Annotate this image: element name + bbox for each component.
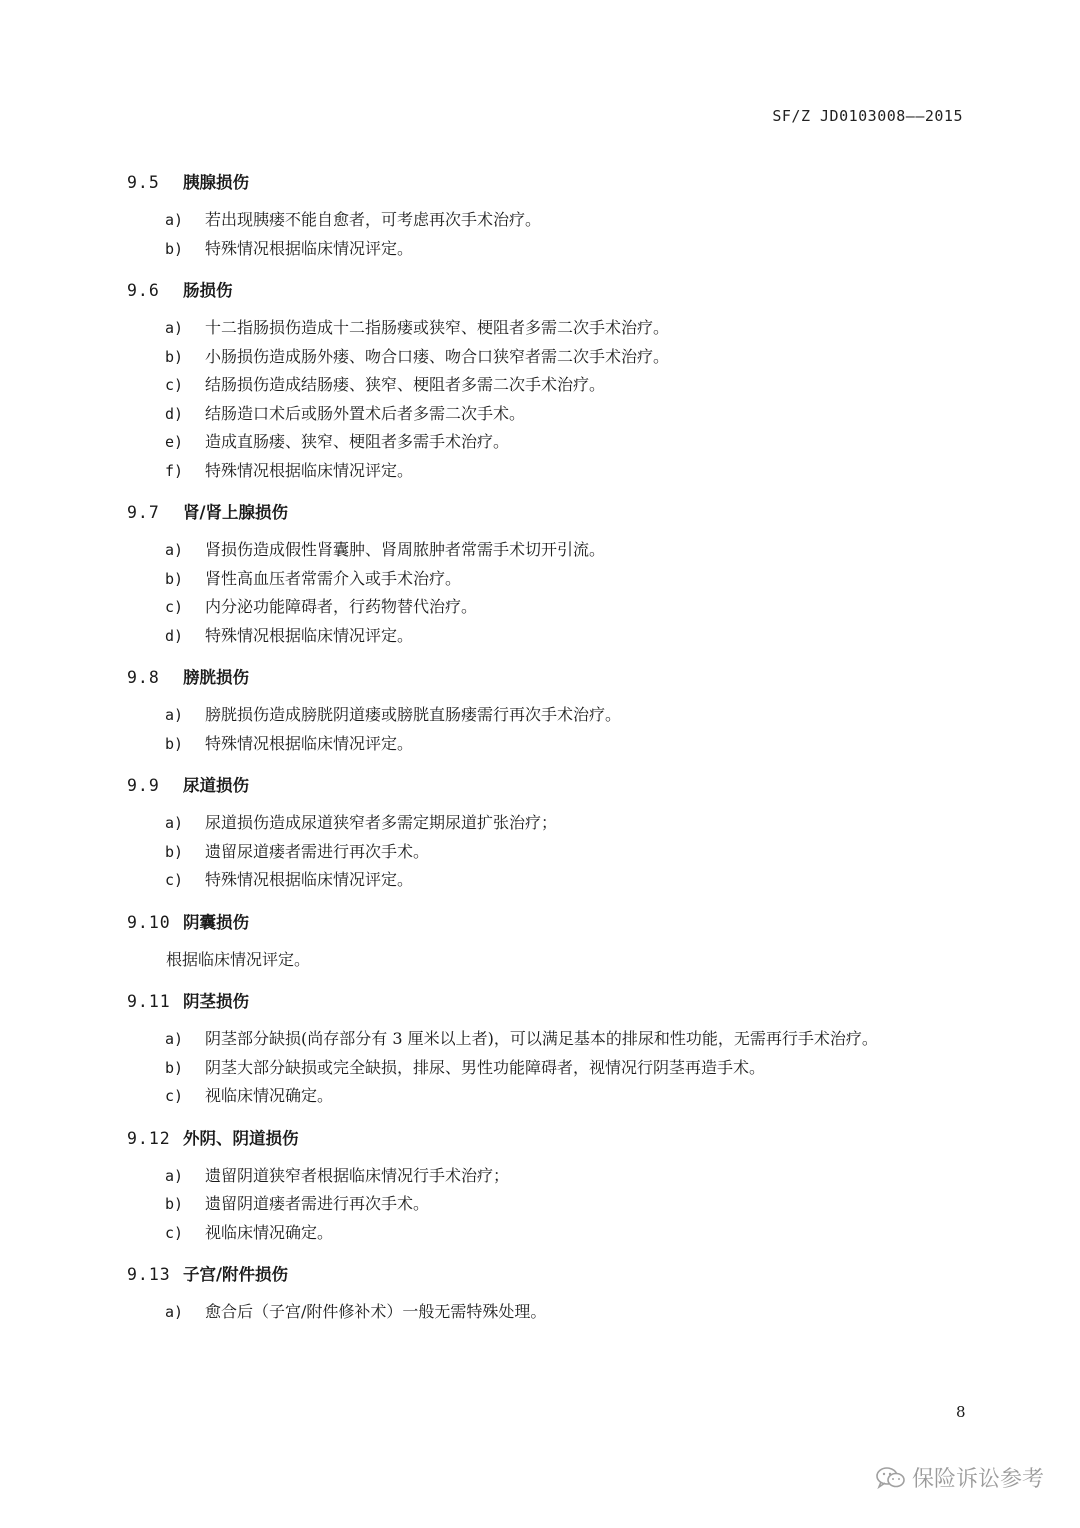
section-heading	[127, 906, 972, 940]
list-item-text: 小肠损伤造成肠外瘘、吻合口瘘、吻合口狭窄者需二次手术治疗。	[205, 346, 670, 366]
section	[127, 1258, 972, 1327]
list-item	[127, 1162, 972, 1191]
list-item-text: 尿道损伤造成尿道狭窄者多需定期尿道扩张治疗；	[205, 813, 558, 832]
list-item	[127, 314, 972, 343]
list-item-text: 特殊情况根据临床情况评定。	[205, 238, 414, 258]
list-item-text: 阴茎部分缺损(尚存部分有 3 厘米以上者)，可以满足基本的排尿和性功能，无需再行手术治疗。	[205, 1029, 878, 1048]
list-item-text: 阴茎大部分缺损或完全缺损，排尿、男性功能障碍者，视情况行阴茎再造手术。	[205, 1057, 766, 1077]
list-item	[127, 1054, 972, 1083]
section-title: 子宫/附件损伤	[183, 1265, 289, 1284]
list-item-label: c)	[165, 376, 184, 394]
section-heading	[127, 661, 972, 695]
list-item-text: 内分泌功能障碍者，行药物替代治疗。	[205, 597, 478, 616]
list-item-text: 肾损伤造成假性肾囊肿、肾周脓肿者常需手术切开引流。	[205, 540, 606, 559]
list-item-text: 遗留阴道狭窄者根据临床情况行手术治疗；	[205, 1165, 510, 1185]
section-title: 肠损伤	[183, 281, 233, 300]
section-number: 9.13	[127, 1265, 171, 1284]
list-item	[127, 701, 972, 730]
list-item-label: c)	[165, 598, 184, 616]
section-number: 9.12	[127, 1128, 171, 1148]
list-item-label: a)	[165, 814, 184, 832]
section-title: 外阴、阴道损伤	[183, 1128, 299, 1148]
section-heading	[127, 274, 972, 308]
section-title: 阴茎损伤	[183, 992, 249, 1011]
list-item-label: d)	[165, 404, 184, 423]
list-item-label: a)	[165, 211, 184, 229]
list-item-text: 特殊情况根据临床情况评定。	[205, 870, 414, 889]
list-item	[127, 400, 972, 429]
section	[127, 496, 972, 650]
section-title: 尿道损伤	[183, 776, 249, 795]
list-item-label: b)	[165, 569, 184, 588]
list-item-label: c)	[165, 1223, 184, 1242]
list-item-text: 结肠损伤造成结肠瘘、狭窄、梗阻者多需二次手术治疗。	[205, 375, 606, 394]
list-item-label: b)	[165, 1195, 184, 1213]
section	[127, 769, 972, 895]
list-item-text: 遗留尿道瘘者需进行再次手术。	[205, 841, 430, 861]
list-item-text: 特殊情况根据临床情况评定。	[205, 625, 414, 645]
list-item-label: d)	[165, 626, 184, 645]
list-item	[127, 343, 972, 372]
list-item-label: e)	[165, 433, 184, 451]
section	[127, 985, 972, 1111]
list-item	[127, 593, 972, 622]
list-item-text: 特殊情况根据临床情况评定。	[205, 460, 414, 480]
section	[127, 274, 972, 485]
list-item-label: b)	[165, 239, 184, 258]
section-title: 膀胱损伤	[183, 668, 249, 687]
list-item	[127, 1025, 972, 1054]
section	[127, 661, 972, 758]
list-item-text: 视临床情况确定。	[205, 1086, 334, 1105]
list-item-label: a)	[165, 1166, 184, 1185]
list-item-text: 特殊情况根据临床情况评定。	[205, 733, 414, 753]
list-item-text: 遗留阴道瘘者需进行再次手术。	[205, 1194, 430, 1213]
list-item	[127, 866, 972, 895]
list-item	[127, 838, 972, 867]
standard-code: SF/Z JD0103008——2015	[772, 107, 963, 125]
section-title: 肾/肾上腺损伤	[183, 503, 289, 522]
list-item	[127, 1219, 972, 1248]
list-item-label: b)	[165, 734, 184, 753]
section-heading	[127, 496, 972, 530]
watermark-text: 保险诉讼参考	[911, 1467, 1044, 1492]
list-item-label: a)	[165, 319, 184, 337]
list-item	[127, 809, 972, 838]
list-item-label: b)	[165, 842, 184, 861]
list-item	[127, 457, 972, 486]
list-item	[127, 1082, 972, 1111]
list-item-label: a)	[165, 541, 184, 559]
list-item-label: a)	[165, 1303, 184, 1321]
section-number: 9.10	[127, 912, 171, 932]
list-item-text: 若出现胰瘘不能自愈者，可考虑再次手术治疗。	[205, 210, 542, 229]
section	[127, 1122, 972, 1248]
list-item	[127, 536, 972, 565]
list-item-text: 造成直肠瘘、狭窄、梗阻者多需手术治疗。	[205, 432, 510, 451]
section-number: 9.6	[127, 281, 160, 300]
list-item	[127, 428, 972, 457]
list-item-label: c)	[165, 871, 184, 889]
section-heading	[127, 985, 972, 1019]
section	[127, 166, 972, 263]
list-item-text: 结肠造口术后或肠外置术后者多需二次手术。	[205, 403, 526, 423]
section-title: 胰腺损伤	[183, 173, 249, 192]
document-body	[127, 166, 972, 1338]
section-heading	[127, 1122, 972, 1156]
list-item-label: a)	[165, 1030, 184, 1048]
list-item	[127, 371, 972, 400]
list-item	[127, 622, 972, 651]
list-item	[127, 206, 972, 235]
section-text: 根据临床情况评定。	[166, 949, 311, 969]
watermark	[876, 1462, 1044, 1493]
list-item-label: b)	[165, 347, 184, 366]
section-number: 9.9	[127, 776, 160, 795]
section-heading	[127, 769, 972, 803]
section-number: 9.7	[127, 503, 160, 522]
list-item-text: 十二指肠损伤造成十二指肠瘘或狭窄、梗阻者多需二次手术治疗。	[205, 318, 670, 337]
list-item-label: c)	[165, 1087, 184, 1105]
section-number: 9.11	[127, 992, 171, 1011]
wechat-icon	[876, 1466, 906, 1490]
list-item-text: 膀胱损伤造成膀胱阴道瘘或膀胱直肠瘘需行再次手术治疗。	[205, 705, 622, 724]
list-item	[127, 235, 972, 264]
list-item	[127, 565, 972, 594]
section	[127, 906, 972, 975]
list-item	[127, 730, 972, 759]
section-heading	[127, 166, 972, 200]
list-item-text: 愈合后（子宫/附件修补术）一般无需特殊处理。	[205, 1302, 547, 1321]
list-item-text: 肾性高血压者常需介入或手术治疗。	[205, 568, 462, 588]
list-item-text: 视临床情况确定。	[205, 1222, 334, 1242]
section-title: 阴囊损伤	[183, 912, 249, 932]
list-item-label: a)	[165, 706, 184, 724]
list-item-label: f)	[165, 461, 184, 480]
section-heading	[127, 1258, 972, 1292]
section-number: 9.5	[127, 173, 160, 192]
list-item	[127, 1298, 972, 1327]
list-item	[127, 1190, 972, 1219]
section-number: 9.8	[127, 668, 160, 687]
page-number: 8	[956, 1403, 966, 1421]
list-item-label: b)	[165, 1058, 184, 1077]
